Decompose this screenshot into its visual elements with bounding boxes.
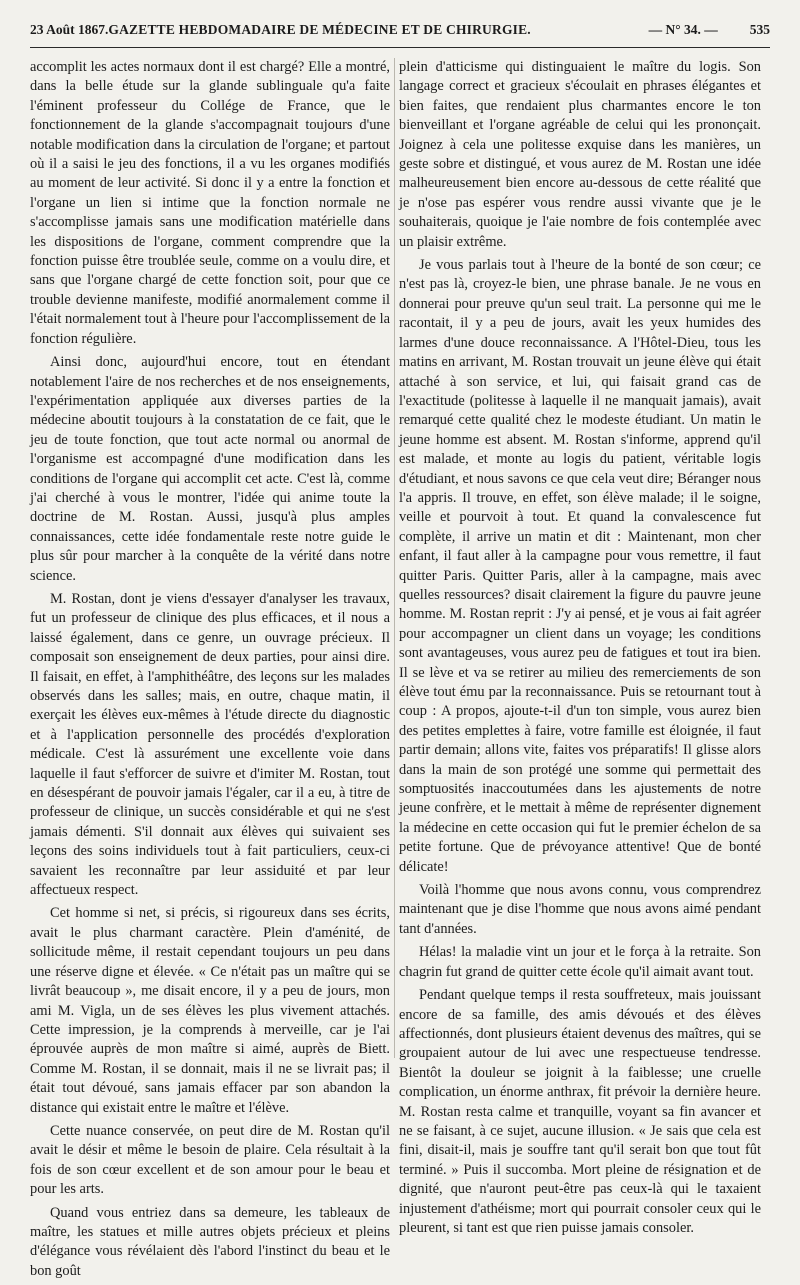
paragraph: plein d'atticisme qui distinguaient le maître du logis. Son langage correct et gracieux s'écoulait en phrases élégantes et bien faites, que rendaient plus charmantes encore le ton bienveillant et l'organe agréable de celui qui les prononçait. Joignez à cela une politesse exquise dans les manières, un geste sobre et distingué, et vous aurez de M. Rostan une idée malheureusement bien encore au-dessous de cette réalité que je n'ose pas espérer vous rendre aussi vivante que je le souhaiterais, quoique je l'aie nombre de fois contemplée avec un plaisir extrême. [399, 59, 761, 250]
page-number: 535 [749, 22, 770, 37]
paragraph: Hélas! la maladie vint un jour et le força à la retraite. Son chagrin fut grand de quitter cette école qu'il aimait avant tout. [399, 944, 761, 980]
paragraph: Cet homme si net, si précis, si rigoureux dans ses écrits, avait le plus charmant caractère. Plein d'aménité, de sollicitude même, il restait cependant toujours un peu dans une réserve digne et élevée. « Ce n'était pas un maître qui se livrât beaucoup », me disait encore, il y a peu de jours, mon ami M. Vigla, un de ses élèves les plus vivement attachés. Cette impression, je la comprends à merveille, car je l'ai éprouvée auprès de mon maître si aimé, auprès de Biett. Comme M. Rostan, il se donnait, mais il ne se livrait pas; il était tout dévoué, sans jamais effacer par son abandon la distance qui existait entre le maître et l'élève. [30, 905, 390, 1116]
paragraph: M. Rostan, dont je viens d'essayer d'analyser les travaux, fut un professeur de clinique des plus efficaces, et il nous a laissé également, dans ce genre, un ouvrage précieux. Il composait son enseignement de deux parties, pour ainsi dire. Il faisait, en effet, à l'amphithéâtre, des leçons sur les malades observés dans les salles; mais, en outre, chaque matin, il exerçait les élèves eux-mêmes à l'étude directe du diagnostic et à l'application personnelle des procédés d'exploration médicale. C'est là assurément une excellente voie dans laquelle il faut s'efforcer de suivre et d'imiter M. Rostan, tout en désespérant de pouvoir jamais l'égaler, car il a eu, à titre de professeur de clinique, un succès considérable et qui ne s'est jamais démenti. S'il donnait aux élèves qui suivaient ses leçons des soins individuels tout à fait particuliers, ceux-ci savaient les reconnaître par leur assiduité et par leur affectueux respect. [30, 590, 390, 899]
paragraph: accomplit les actes normaux dont il est chargé? Elle a montré, dans la belle étude sur la glande sublinguale qu'a faite l'éminent professeur du Collége de France, que le fonctionnement de la glande s'accompagnait toujours d'une notable modification dans la circulation de l'organe; et partout où il a saisi le jeu des fonctions, il a vu les organes modifiés au moment de leur activité. Si donc il y a entre la fonction et l'organe un lien si intime que la fonction normale ne s'accomplisse jamais sans une modification matérielle dans les dispositions de l'organe, comment comprendre que la fonction puisse être troublée seule, comme on a voulu dire, et sans que l'organe chargé de cette fonction soit, pour que ce trouble devienne manifeste, modifié anormalement comme il l'était normalement tout à l'heure pour l'accomplissement de la fonction régulière. [30, 59, 390, 347]
paragraph: Pendant quelque temps il resta souffreteux, mais jouissant encore de sa famille, des amis dévoués et des élèves affectionnés, dont plusieurs étaient devenus des maîtres, qui se groupaient autour de lui avec une respectueuse tendresse. Bientôt la douleur se joignit à la faiblesse; une cruelle complication, un énorme anthrax, fit prévoir la dernière heure. M. Rostan resta calme et tranquille, voyant sa fin avancer et ne se faisant, à ce sujet, aucune illusion. « Je sais que cela est fini, disait-il, mais je souffre tant qu'il serait bon que tout fût terminé. » Puis il succomba. Mort pleine de résignation et de dignité, que n'auront peut-être pas ceux-là qui le taxaient injustement d'athéisme; mort qui pourrait consoler ceux qui le pleurent, si tant est que rien puisse jamais consoler. [399, 987, 761, 1236]
right-column [399, 58, 761, 1242]
header-date: 23 Août 1867. [30, 22, 109, 37]
column-divider [394, 58, 395, 1058]
header-rule [30, 47, 770, 48]
left-column [30, 58, 390, 1285]
paragraph: Voilà l'homme que nous avons connu, vous comprendrez maintenant que je dise l'homme que nous avons aimé pendant tant d'années. [399, 882, 761, 937]
paragraph: Je vous parlais tout à l'heure de la bonté de son cœur; ce n'est pas là, croyez-le bien, une phrase banale. Je ne vous en donnerai pour preuve qu'un seul trait. La personne qui me le racontait, il y a peu de jours, avait les yeux humides des larmes d'une douce reconnaissance. A l'Hôtel-Dieu, tous les matins en arrivant, M. Rostan trouvait un jeune élève qui était attaché à son service, et lui, qui faisait grand cas de l'exactitude (politesse à laquelle il ne manquait jamais), avait remarqué cette qualité chez le modeste étudiant. Un matin le jeune homme est absent. M. Rostan s'informe, apprend qu'il est malade, et monte au logis du patient, véritable logis d'étudiant, et nous savons ce que cela veut dire; Béranger nous l'a appris. Il trouve, en effet, son élève malade; il le soigne, veille et pourvoit à tout. Et quand la convalescence fut complète, il arrive un matin et dit : Maintenant, mon cher enfant, il faut aller à la campagne pour vous remettre, il faut quitter Paris. Quitter Paris, aller à la campagne, mais avec quelles ressources? disait clairement la figure du pauvre jeune homme. M. Rostan reprit : J'y ai pensé, et je vous ai fait agréer pour accompagner un client dans un voyage; les conditions sont avantageuses, vous aurez peu de fatigues et tout ira bien. Il se lève et va se retirer au milieu des remerciements de son élève tout ému par la reconnaissance. Puis se retournant tout à coup : A propos, ajoute-t-il d'un ton simple, vous aurez bien des petites emplettes à faire, votre famille est éloignée, il faut partir demain; allons vite, faites vos préparatifs! Il glisse alors dans la main de son protégé une somme qui permettait des somptuosités inaccoutumées dans les ajustements de notre jeune confrère, et le mettait à même de représenter dignement la médecine en cette occasion qui fut le premier échelon de sa petite fortune. Que de prévoyance attentive! Que de bonté délicate! [399, 257, 761, 875]
paragraph: Cette nuance conservée, on peut dire de M. Rostan qu'il avait le désir et même le besoin de plaire. Cela résultait à la fois de son cœur excellent et de son amour pour le beau et pour les arts. [30, 1122, 390, 1198]
journal-title: GAZETTE HEBDOMADAIRE DE MÉDECINE ET DE CHIRURGIE. [108, 22, 531, 37]
paragraph: Ainsi donc, aujourd'hui encore, tout en étendant notablement l'aire de nos recherches et de nos enseignements, l'expérimentation appliquée aux diverses parties de la médecine aboutit toujours à la constatation de ce fait, que le jeu de toute fonction, que tout acte normal ou anormal de l'organisme est accompagné d'une modification dans les conditions de l'organe qui accomplit cet acte. C'est là, comme j'ai cherché à vous le montrer, l'idée qui anime toute la doctrine de M. Rostan. Aussi, jusqu'à plus amples connaissances, cette idée fondamentale reste notre guide le plus sûr pour marcher à la conquête de la vérité dans notre science. [30, 354, 390, 584]
running-header [30, 22, 770, 46]
paragraph: Quand vous entriez dans sa demeure, les tableaux de maître, les statues et mille autres objets précieux et pleins d'élégance vous révélaient dès l'abord l'instinct du beau et le bon goût [30, 1204, 390, 1279]
issue-number: — N° 34. — [648, 22, 718, 37]
